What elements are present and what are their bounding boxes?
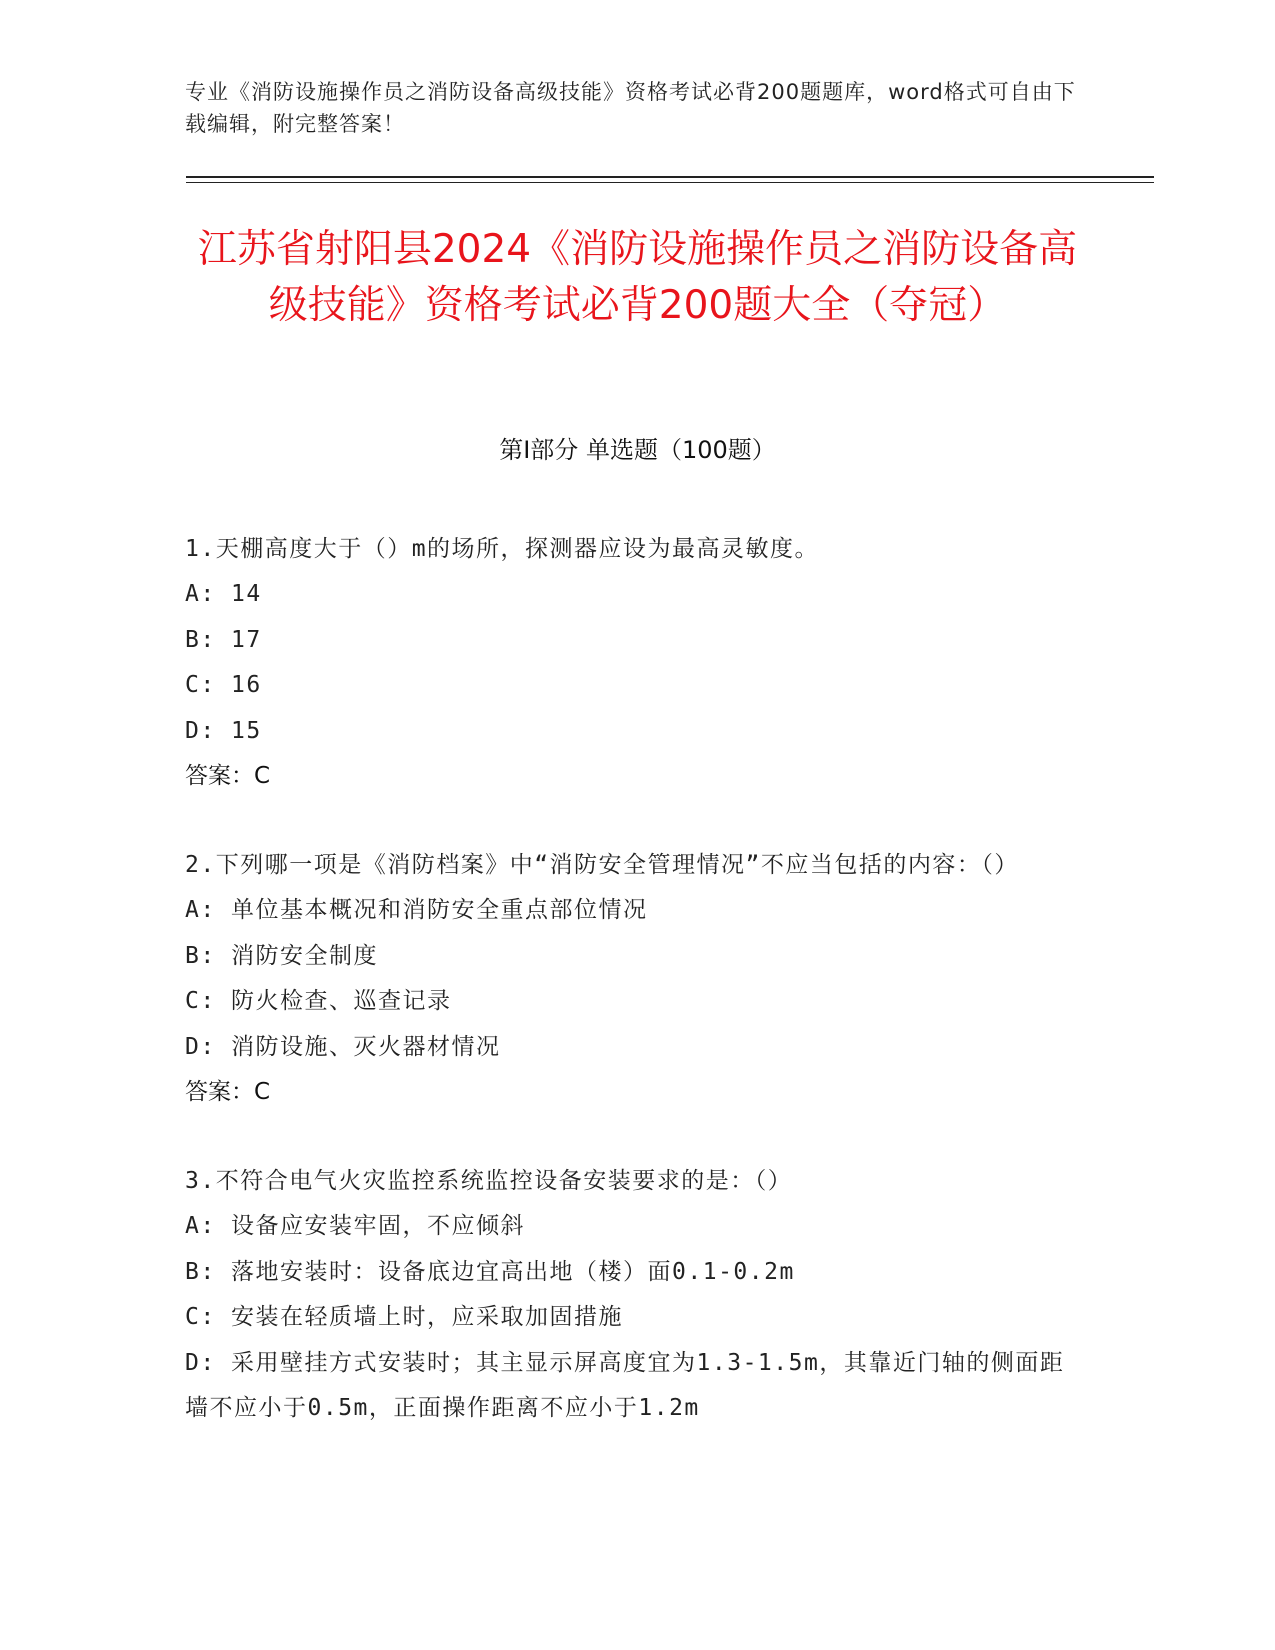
- header-note: 专业《消防设施操作员之消防设备高级技能》资格考试必背200题题库，word格式可自由下载编辑，附完整答案！: [185, 80, 1076, 136]
- option-a: A: 14: [185, 581, 262, 607]
- option-c: C: 防火检查、巡查记录: [185, 988, 452, 1014]
- option-a: A: 单位基本概况和消防安全重点部位情况: [185, 897, 648, 923]
- question-3: [185, 1159, 1085, 1432]
- question-stem: 3.不符合电气火灾监控系统监控设备安装要求的是：（）: [185, 1168, 793, 1194]
- question-list: [185, 527, 1085, 1476]
- question-stem: 1.天棚高度大于（）m的场所，探测器应设为最高灵敏度。: [185, 536, 820, 562]
- header-divider-thin: [186, 182, 1154, 183]
- answer: 答案：C: [185, 1079, 271, 1105]
- option-c: C: 安装在轻质墙上时，应采取加固措施: [185, 1304, 624, 1330]
- option-d: D: 消防设施、灭火器材情况: [185, 1033, 501, 1060]
- option-d: D: 15: [185, 717, 262, 744]
- section-title: 第I部分 单选题（100题）: [499, 436, 776, 464]
- question-1: [185, 527, 1085, 799]
- document-title: 江苏省射阳县2024《消防设施操作员之消防设备高级技能》资格考试必背200题大全（夺冠）: [197, 227, 1078, 328]
- option-c: C: 16: [185, 672, 262, 698]
- option-b: B: 消防安全制度: [185, 942, 379, 969]
- option-b: B: 17: [185, 626, 262, 653]
- option-d: D: 采用壁挂方式安装时；其主显示屏高度宜为1.3-1.5m，其靠近门轴的侧面距墙不应小于0.5m，正面操作距离不应小于1.2m: [185, 1349, 1065, 1421]
- option-b: B: 落地安装时：设备底边宜高出地（楼）面0.1-0.2m: [185, 1258, 795, 1285]
- option-a: A: 设备应安装牢固，不应倾斜: [185, 1213, 526, 1239]
- question-stem: 2.下列哪一项是《消防档案》中“消防安全管理情况”不应当包括的内容：（）: [185, 852, 1019, 878]
- header-divider-thick: [186, 176, 1154, 178]
- answer: 答案：C: [185, 763, 271, 789]
- question-2: [185, 843, 1085, 1115]
